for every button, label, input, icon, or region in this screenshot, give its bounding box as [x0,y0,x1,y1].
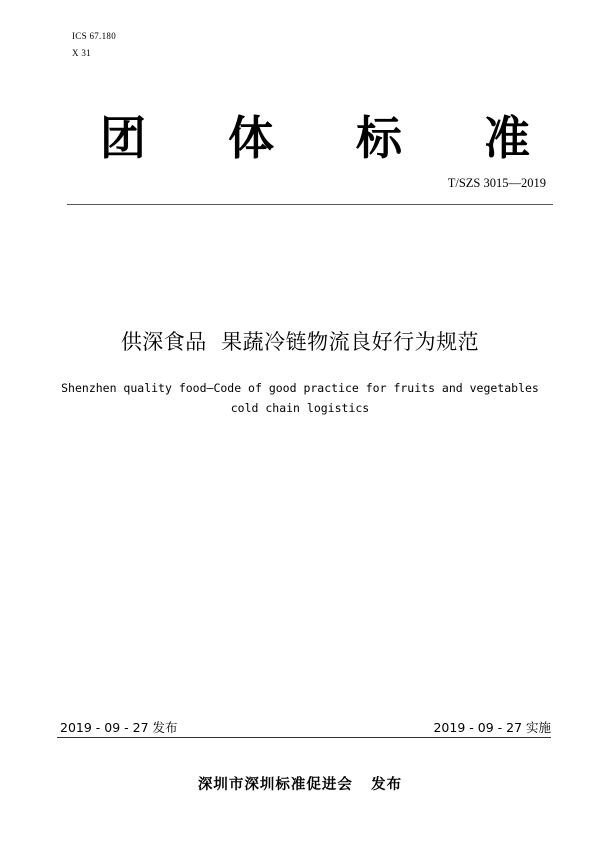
standard-type-title [100,108,530,168]
document-title-english [0,378,600,418]
title-char-1: 团 [100,111,146,165]
ics-code: ICS 67.180 [72,31,117,41]
english-title-line-1: Shenzhen quality food—Code of good practice for fruits and vegetables [61,381,539,395]
title-char-3: 标 [356,111,402,165]
document-title-chinese: 供深食品 果蔬冷链物流良好行为规范 [120,330,480,354]
implementation-date: 2019 - 09 - 27 实施 [433,720,551,735]
ccs-code: X 31 [72,48,91,58]
english-title-line-2: cold chain logistics [230,401,370,415]
top-divider [67,204,553,205]
publisher: 深圳市深圳标准促进会 发布 [197,777,403,793]
issue-date: 2019 - 09 - 27 发布 [60,720,178,735]
title-char-2: 体 [228,111,274,165]
title-char-4: 准 [484,111,530,165]
bottom-divider [57,737,551,738]
standard-number: T/SZS 3015—2019 [447,176,546,190]
